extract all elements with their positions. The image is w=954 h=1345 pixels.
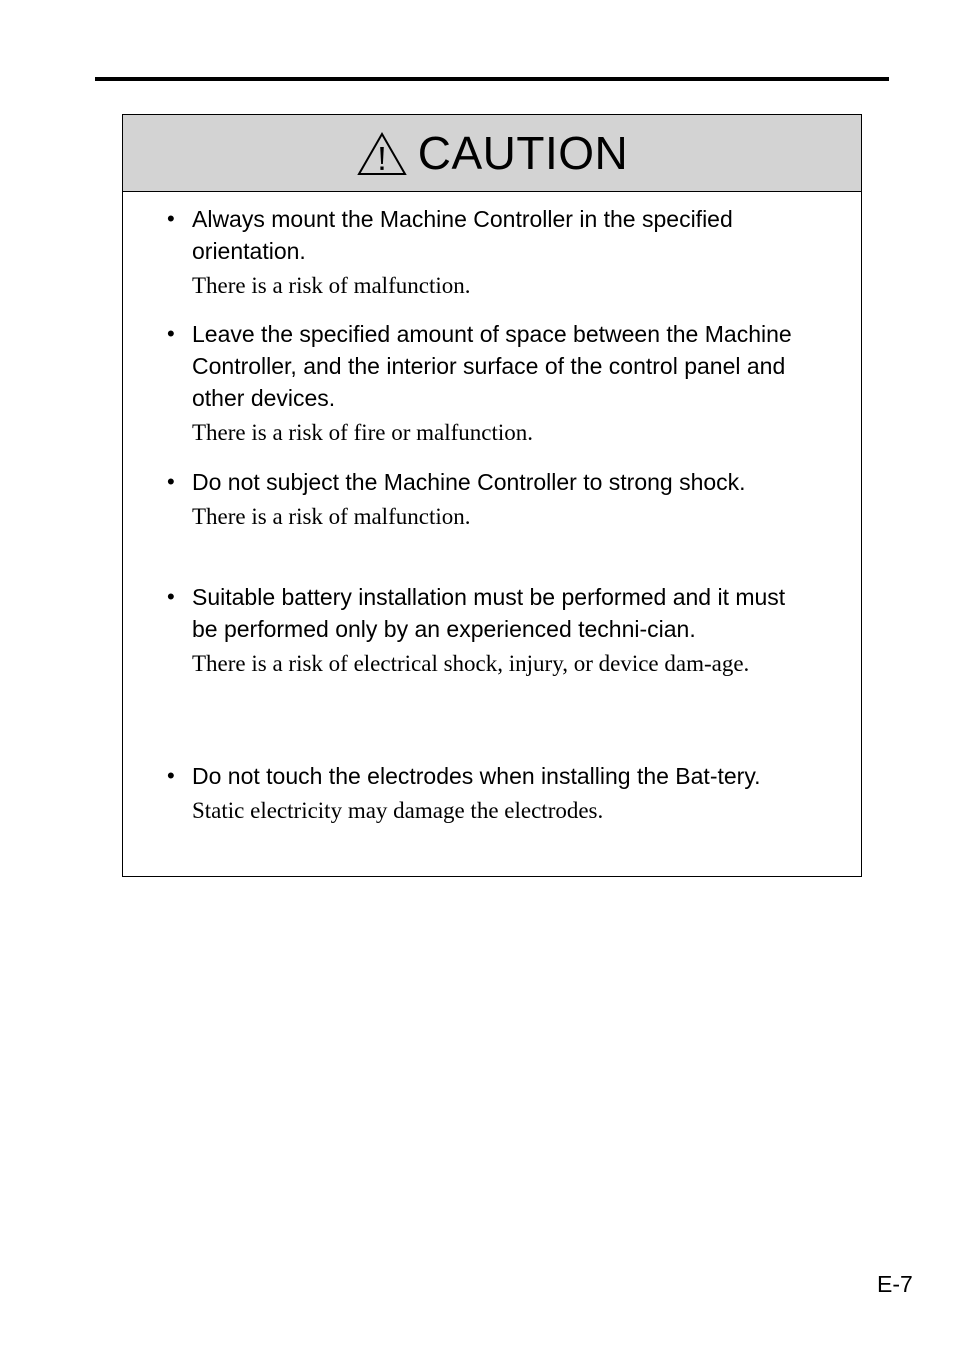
item-risk: Static electricity may damage the electrodes. [192,798,604,823]
bullet-icon: • [167,321,175,346]
top-rule [95,77,889,81]
caution-header [123,115,861,192]
bullet-icon: • [167,206,175,231]
bullet-icon: • [167,584,175,609]
item-risk: There is a risk of malfunction. [192,273,471,298]
item-instruction: Suitable battery installation must be performed and it must be performed only by an experienced techni-cian. [192,584,786,642]
page-number: E-7 [877,1271,913,1297]
warning-triangle-icon [356,131,408,177]
item-instruction: Always mount the Machine Controller in the specified orientation. [192,206,733,264]
caution-box [122,114,862,877]
item-instruction: Do not subject the Machine Controller to strong shock. [192,469,746,495]
item-risk: There is a risk of fire or malfunction. [192,420,534,445]
item-instruction: Do not touch the electrodes when installing the Bat-tery. [192,763,761,789]
item-risk: There is a risk of malfunction. [192,504,471,529]
caution-title: CAUTION [417,127,629,179]
item-instruction: Leave the specified amount of space between the Machine Controller, and the interior surface of the control panel and other devices. [192,321,792,411]
bullet-icon: • [167,469,175,494]
bullet-icon: • [167,763,175,788]
item-risk: There is a risk of electrical shock, injury, or device dam-age. [192,651,750,676]
